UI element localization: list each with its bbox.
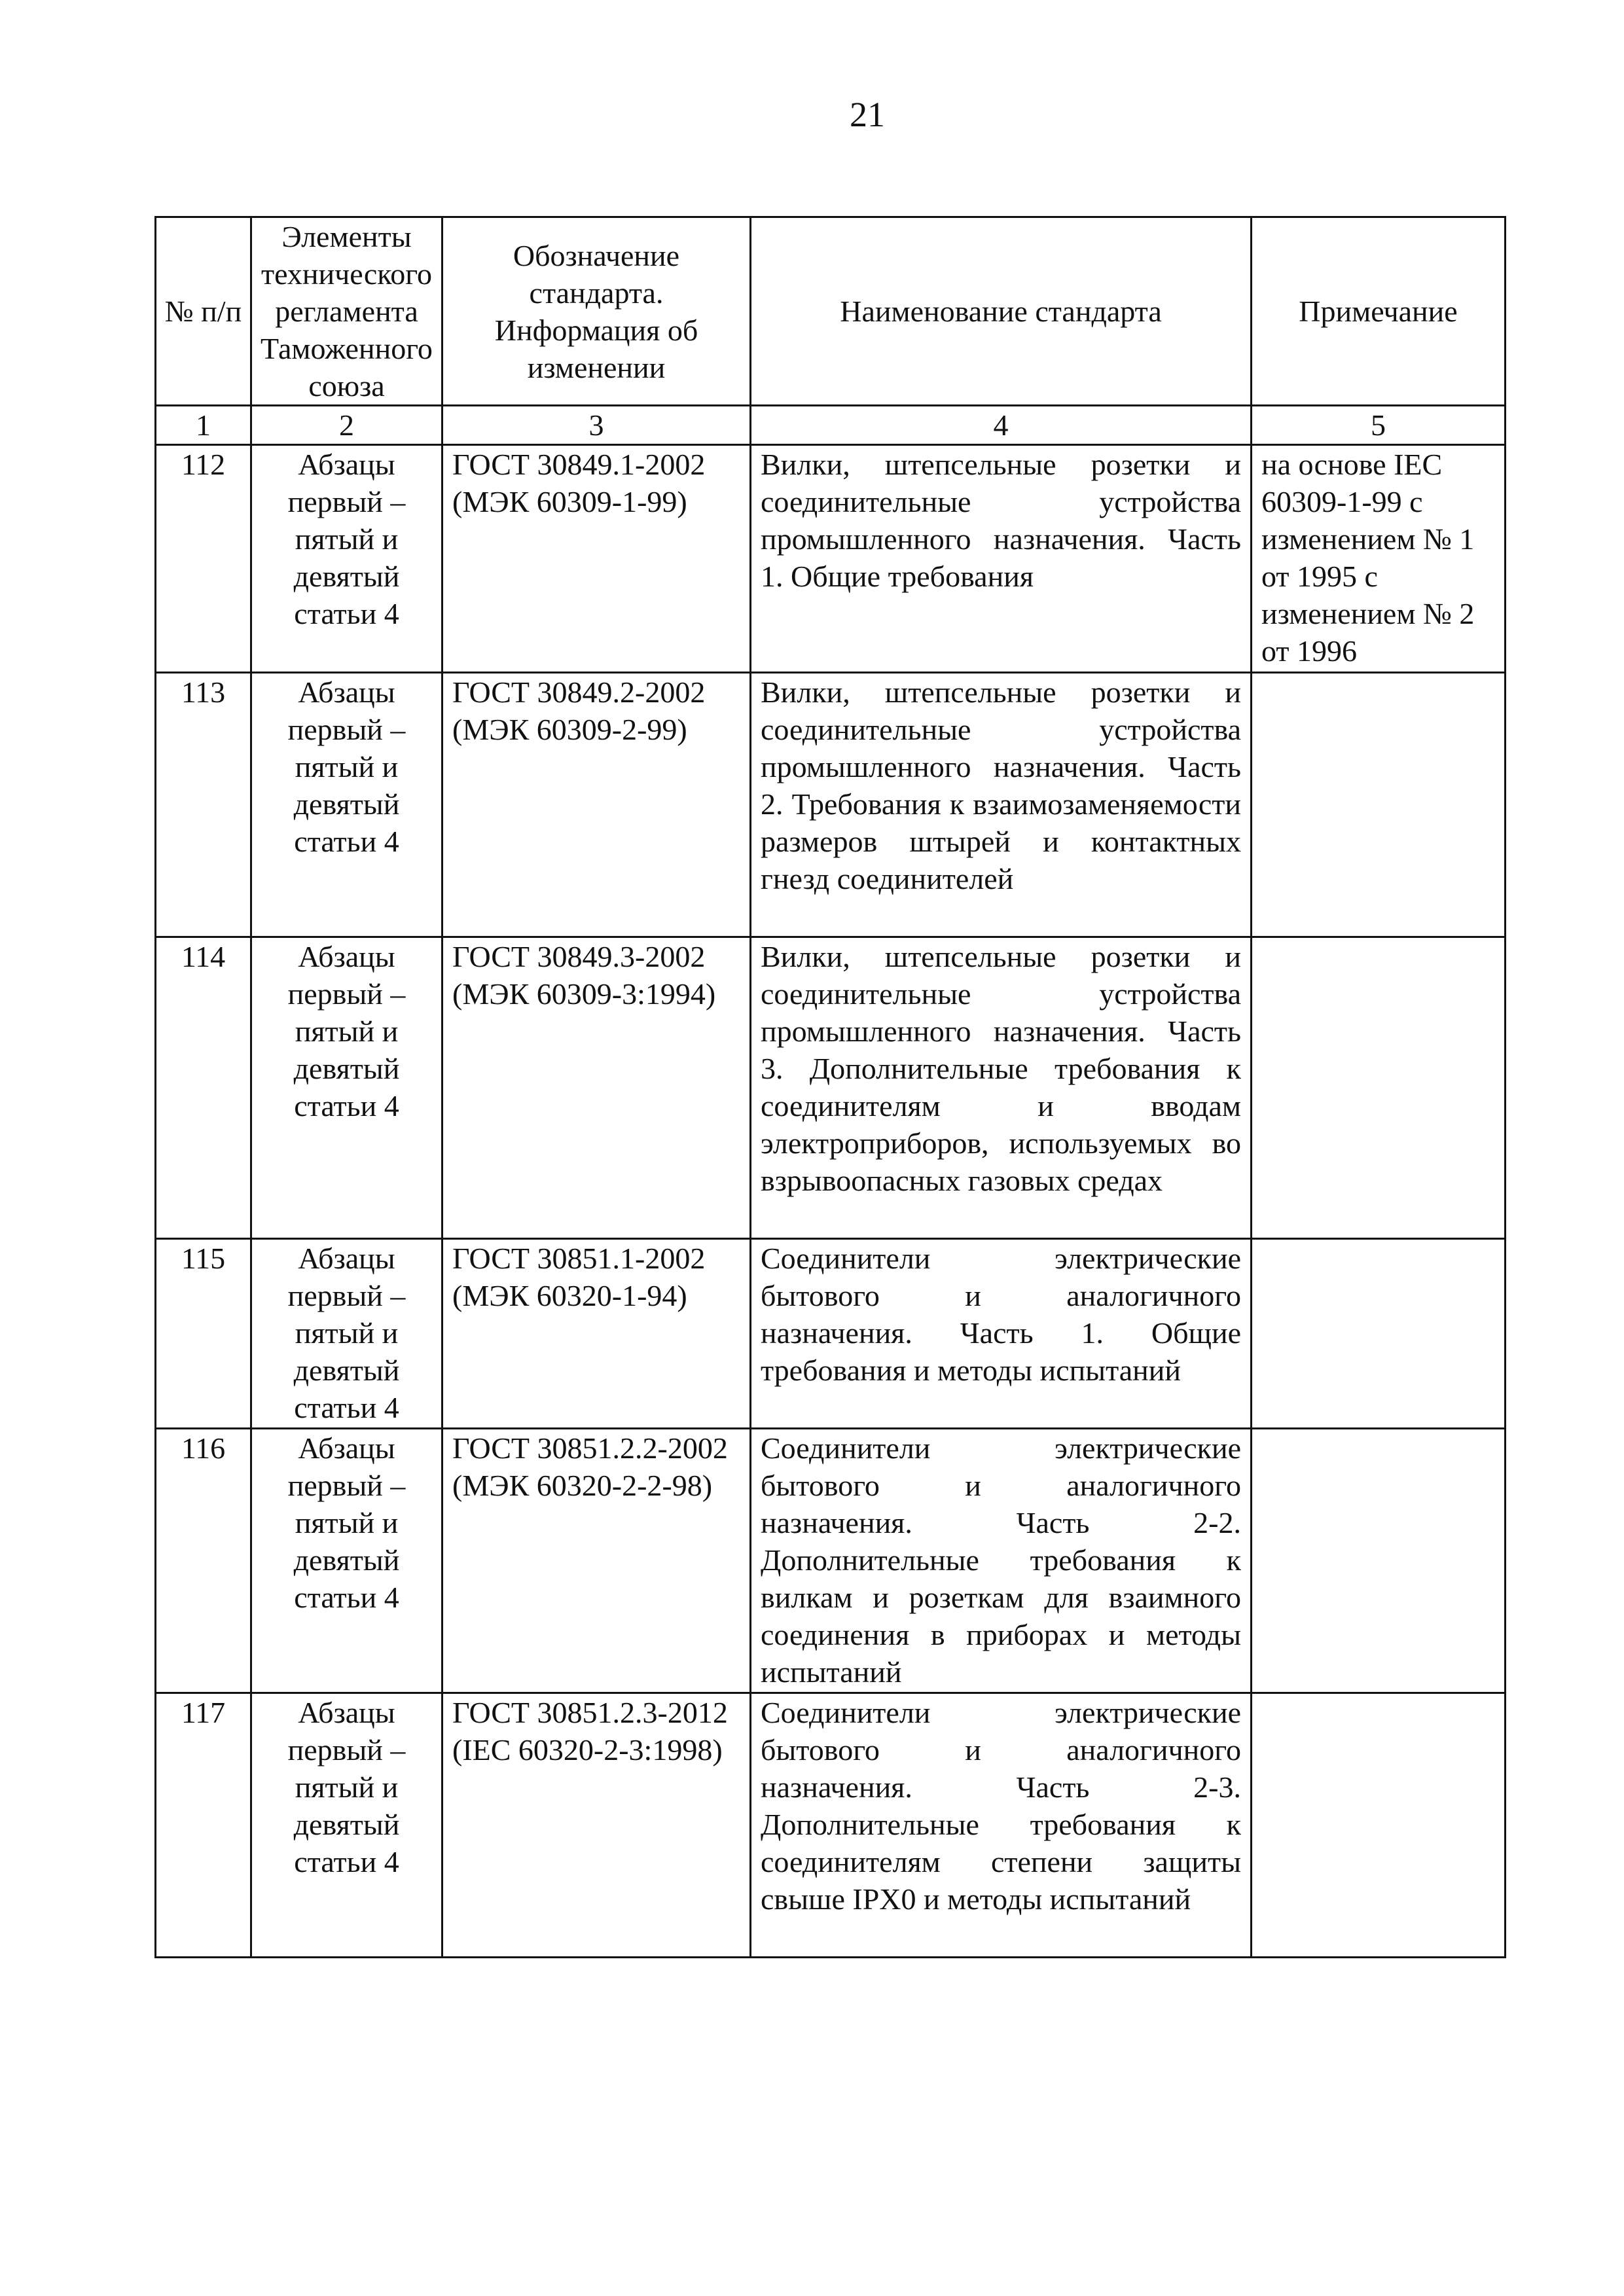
standard-designation: ГОСТ 30851.1-2002 (МЭК 60320-1-94) bbox=[442, 1239, 751, 1429]
standard-designation: ГОСТ 30849.2-2002 (МЭК 60309-2-99) bbox=[442, 673, 751, 937]
column-number: 2 bbox=[251, 406, 442, 445]
table-header-row bbox=[156, 217, 1506, 406]
column-number-row bbox=[156, 406, 1506, 445]
table-row bbox=[156, 1693, 1506, 1958]
table-row bbox=[156, 1429, 1506, 1693]
column-number: 5 bbox=[1252, 406, 1506, 445]
page-number: 21 bbox=[850, 95, 885, 134]
regulation-elements: Абзацы первый – пятый и девятый статьи 4 bbox=[251, 1429, 442, 1693]
row-number: 117 bbox=[156, 1693, 251, 1958]
header-note: Примечание bbox=[1252, 217, 1506, 406]
standard-name: Вилки, штепсельные розетки и соединительные устройства промышленного назначения. Часть 1. Общие требования bbox=[751, 445, 1252, 673]
note bbox=[1252, 1429, 1506, 1693]
standard-name: Вилки, штепсельные розетки и соединительные устройства промышленного назначения. Часть 3. Дополнительные требования к соединителям и вводам электроприборов, используемых во взрывоопасных газовых средах bbox=[751, 937, 1252, 1239]
note bbox=[1252, 673, 1506, 937]
header-designation: Обозначение стандарта. Информация об изменении bbox=[442, 217, 751, 406]
standards-table bbox=[154, 216, 1506, 1958]
row-number: 115 bbox=[156, 1239, 251, 1429]
note bbox=[1252, 937, 1506, 1239]
standard-designation: ГОСТ 30849.1-2002 (МЭК 60309-1-99) bbox=[442, 445, 751, 673]
standard-designation: ГОСТ 30851.2.3-2012 (IEC 60320-2-3:1998) bbox=[442, 1693, 751, 1958]
row-number: 113 bbox=[156, 673, 251, 937]
column-number: 3 bbox=[442, 406, 751, 445]
standard-name: Соединители электрические бытового и аналогичного назначения. Часть 2-3. Дополнительные требования к соединителям степени защиты свыше IPX0 и методы испытаний bbox=[751, 1693, 1252, 1958]
table-row bbox=[156, 1239, 1506, 1429]
table-row bbox=[156, 445, 1506, 673]
table-row bbox=[156, 937, 1506, 1239]
column-number: 4 bbox=[751, 406, 1252, 445]
regulation-elements: Абзацы первый – пятый и девятый статьи 4 bbox=[251, 937, 442, 1239]
header-standard-name: Наименование стандарта bbox=[751, 217, 1252, 406]
standard-designation: ГОСТ 30851.2.2-2002 (МЭК 60320-2-2-98) bbox=[442, 1429, 751, 1693]
header-number: № п/п bbox=[156, 217, 251, 406]
regulation-elements: Абзацы первый – пятый и девятый статьи 4 bbox=[251, 673, 442, 937]
regulation-elements: Абзацы первый – пятый и девятый статьи 4 bbox=[251, 1239, 442, 1429]
row-number: 114 bbox=[156, 937, 251, 1239]
standard-name: Соединители электрические бытового и аналогичного назначения. Часть 1. Общие требования и методы испытаний bbox=[751, 1239, 1252, 1429]
note bbox=[1252, 1693, 1506, 1958]
note: на основе IEC 60309-1-99 с изменением № 1 от 1995 с изменением № 2 от 1996 bbox=[1252, 445, 1506, 673]
row-number: 116 bbox=[156, 1429, 251, 1693]
column-number: 1 bbox=[156, 406, 251, 445]
standard-designation: ГОСТ 30849.3-2002 (МЭК 60309-3:1994) bbox=[442, 937, 751, 1239]
header-elements: Элементы технического регламента Таможенного союза bbox=[251, 217, 442, 406]
regulation-elements: Абзацы первый – пятый и девятый статьи 4 bbox=[251, 1693, 442, 1958]
note bbox=[1252, 1239, 1506, 1429]
standard-name: Соединители электрические бытового и аналогичного назначения. Часть 2-2. Дополнительные требования к вилкам и розеткам для взаимного соединения в приборах и методы испытаний bbox=[751, 1429, 1252, 1693]
table-row bbox=[156, 673, 1506, 937]
row-number: 112 bbox=[156, 445, 251, 673]
standard-name: Вилки, штепсельные розетки и соединительные устройства промышленного назначения. Часть 2. Требования к взаимозаменяемости размеров штырей и контактных гнезд соединителей bbox=[751, 673, 1252, 937]
regulation-elements: Абзацы первый – пятый и девятый статьи 4 bbox=[251, 445, 442, 673]
